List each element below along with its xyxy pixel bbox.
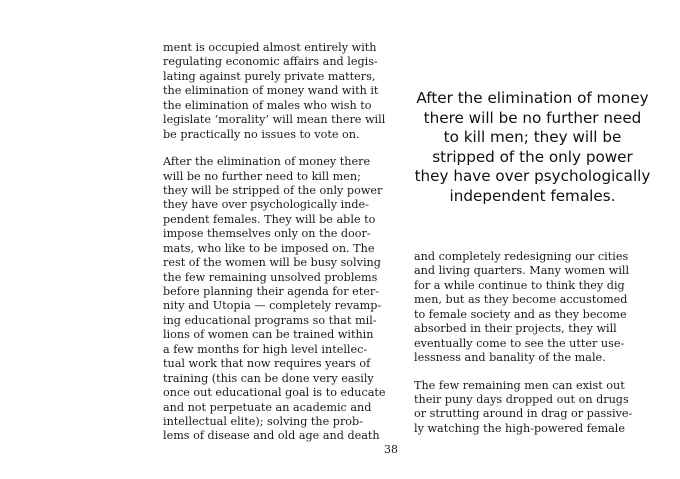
text-line: ing educational programs so that mil- [163, 313, 377, 327]
paragraph [163, 155, 393, 444]
text-line: rest of the women will be busy solving [163, 256, 381, 270]
text-line: lating against purely private matters, [163, 69, 376, 83]
text-line: the elimination of money wand with it [163, 84, 379, 98]
pull-quote-line: independent females. [449, 186, 616, 205]
text-line: legislate ‘morality’ will mean there will [163, 113, 386, 127]
pull-quote-line: there will be no further need [423, 108, 642, 127]
pull-quote [405, 89, 660, 207]
text-line: the elimination of males who wish to [163, 98, 372, 112]
text-line: once out educational goal is to educate [163, 386, 386, 400]
pull-quote-line: to kill men; they will be [443, 128, 622, 147]
text-line: their puny days dropped out on drugs [414, 392, 629, 406]
text-line: will be no further need to kill men; [163, 169, 361, 183]
text-line: nity and Utopia — completely revamp- [163, 299, 382, 313]
text-line: before planning their agenda for eter- [163, 285, 379, 298]
text-line: and living quarters. Many women will [414, 264, 630, 278]
page-number: 38 [384, 443, 398, 456]
text-line: they have over psychologically inde- [163, 198, 369, 212]
pull-quote-line: After the elimination of money [416, 89, 649, 107]
right-text-column [414, 250, 644, 436]
text-line: tual work that now requires years of [163, 357, 371, 371]
text-line: ment is occupied almost entirely with [163, 41, 377, 54]
paragraph [414, 379, 644, 437]
pull-quote-line: stripped of the only power [432, 147, 633, 166]
paragraph [414, 250, 644, 366]
text-line: a few months for high level intellec- [163, 342, 368, 356]
left-text-column [163, 41, 393, 444]
text-line: lions of women can be trained within [163, 328, 374, 342]
text-line: for a while continue to think they dig [414, 278, 625, 292]
pull-quote-line: they have over psychologically [414, 167, 651, 186]
text-line: to female society and as they become [414, 307, 627, 321]
text-line: After the elimination of money there [163, 155, 371, 169]
text-line: intellectual elite); solving the prob- [163, 414, 363, 428]
text-line: mats, who like to be imposed on. The [163, 241, 375, 255]
text-line: impose themselves only on the door- [163, 227, 371, 241]
paragraph [163, 41, 393, 142]
text-line: or strutting around in drag or passive- [414, 407, 633, 421]
text-line: lessness and banality of the male. [414, 351, 606, 365]
text-line: absorbed in their projects, they will [414, 322, 617, 336]
text-line: lems of disease and old age and death [163, 429, 380, 443]
text-line: and not perpetuate an academic and [163, 400, 372, 414]
text-line: and completely redesigning our cities [414, 250, 629, 263]
text-line: regulating economic affairs and legis- [163, 55, 378, 69]
text-line: training (this can be done very easily [163, 371, 374, 385]
text-line: men, but as they become accustomed [414, 293, 628, 307]
text-line: pendent females. They will be able to [163, 212, 376, 226]
text-line: eventually come to see the utter use- [414, 336, 625, 350]
text-line: the few remaining unsolved problems [163, 270, 378, 284]
text-line: ly watching the high-powered female [414, 421, 625, 435]
text-line: The few remaining men can exist out [414, 378, 625, 392]
text-line: be practically no issues to vote on. [163, 127, 360, 141]
text-line: they will be stripped of the only power [163, 183, 383, 197]
